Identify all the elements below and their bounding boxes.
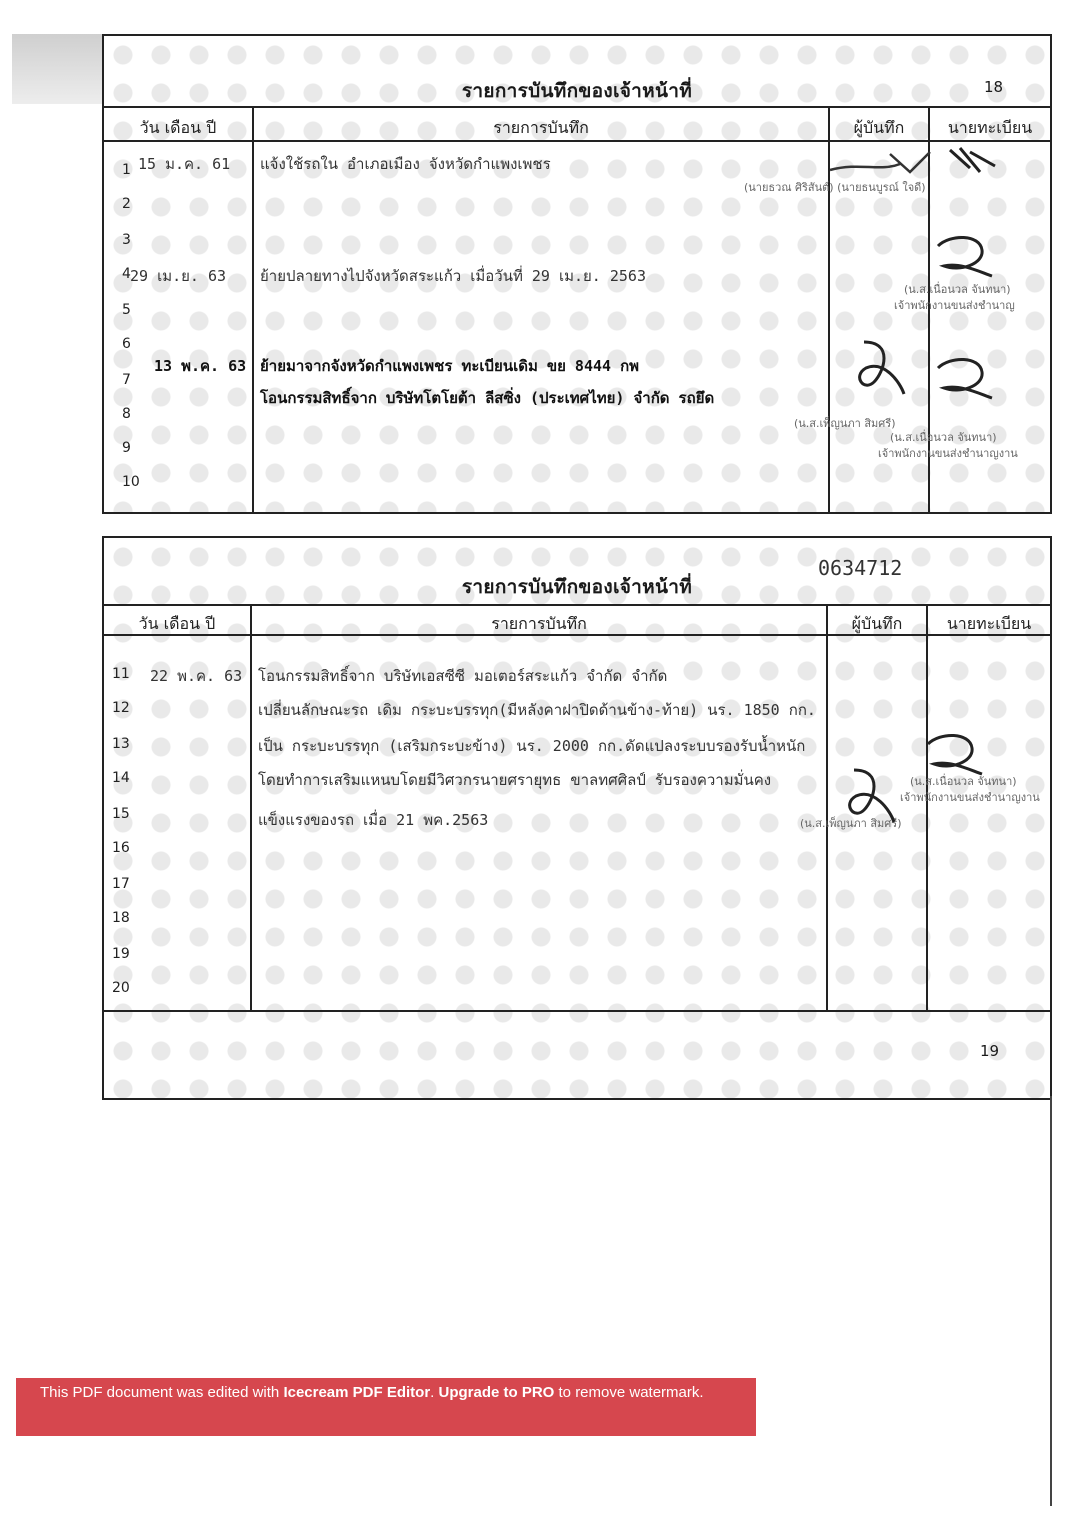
header-registrar: นายทะเบียน bbox=[946, 614, 1032, 633]
signature-icon bbox=[820, 142, 1050, 182]
header-recorder: ผู้บันทึก bbox=[853, 118, 905, 137]
signature-icon bbox=[930, 232, 1000, 280]
official-stamp: (นายธวณ ศิริสันต์) (นายธนบูรณ์ ใจดี) bbox=[744, 181, 926, 194]
official-stamp: เจ้าพนักงานขนส่งชำนาญงาน bbox=[900, 791, 1040, 804]
page-number: 18 bbox=[984, 78, 1004, 96]
header-record: รายการบันทึก bbox=[493, 118, 589, 137]
entry-text: โอนกรรมสิทธิ์จาก บริษัทเอสซีซี มอเตอร์สระแก้ว จำกัด จำกัด bbox=[258, 667, 668, 685]
scan-edge bbox=[102, 1096, 1052, 1506]
row-number: 1 bbox=[122, 162, 131, 178]
card-title: รายการบันทึกของเจ้าหน้าที่ bbox=[461, 576, 693, 598]
row-number: 5 bbox=[122, 302, 131, 318]
entry-text: โดยทำการเสริมแหนบโดยมีวิศวกรนายศรายุทธ ขาลทศศิลป์ รับรองความมั่นคง bbox=[258, 771, 772, 789]
row-number: 2 bbox=[122, 196, 131, 212]
entry-text: โอนกรรมสิทธิ์จาก บริษัทโตโยต้า ลีสซิ่ง (ประเทศไทย) จำกัด รถยึด bbox=[260, 389, 715, 407]
watermark-banner[interactable] bbox=[16, 1378, 756, 1436]
header-record: รายการบันทึก bbox=[491, 614, 587, 633]
signature-icon bbox=[844, 332, 914, 402]
entry-date: 13 พ.ค. 63 bbox=[154, 357, 247, 375]
entry-text: แข็งแรงของรถ เมื่อ 21 พค.2563 bbox=[258, 811, 489, 829]
header-date: วัน เดือน ปี bbox=[139, 118, 217, 137]
row-number: 15 bbox=[112, 806, 130, 822]
row-number: 18 bbox=[112, 910, 130, 926]
official-stamp: (น.ส.เพ็ญนภา สิมศรี) bbox=[794, 417, 896, 430]
row-number: 12 bbox=[112, 700, 130, 716]
upgrade-link[interactable]: Upgrade to PRO bbox=[438, 1384, 555, 1401]
row-number: 13 bbox=[112, 736, 130, 752]
header-registrar: นายทะเบียน bbox=[947, 118, 1033, 137]
row-number: 11 bbox=[112, 666, 130, 682]
row-number: 17 bbox=[112, 876, 130, 892]
watermark-suffix: to remove watermark. bbox=[554, 1384, 704, 1401]
entry-text: ย้ายมาจากจังหวัดกำแพงเพชร ทะเบียนเดิม ขย 8444 กพ bbox=[260, 357, 640, 375]
row-number: 14 bbox=[112, 770, 130, 786]
entry-text: เปลี่ยนลักษณะรถ เดิม กระบะบรรทุก(มีหลังคาฝาปิดด้านข้าง-ท้าย) นร. 1850 กก. bbox=[258, 701, 816, 719]
row-number: 9 bbox=[122, 440, 131, 456]
official-stamp: (น.ส.เนื่อนวล จันทนา) bbox=[910, 775, 1017, 788]
official-stamp: (น.ส.เพ็ญนภา สิมศรี) bbox=[800, 817, 902, 830]
record-card-bottom bbox=[102, 536, 1052, 1100]
row-number: 19 bbox=[112, 946, 130, 962]
row-number: 4 bbox=[122, 266, 131, 282]
entry-date: 29 เม.ย. 63 bbox=[130, 267, 227, 285]
row-number: 3 bbox=[122, 232, 131, 248]
entry-date: 15 ม.ค. 61 bbox=[138, 155, 231, 173]
official-stamp: เจ้าพนักงานขนส่งชำนาญงาน bbox=[878, 447, 1018, 460]
row-number: 7 bbox=[122, 372, 131, 388]
row-number: 16 bbox=[112, 840, 130, 856]
card-title: รายการบันทึกของเจ้าหน้าที่ bbox=[461, 80, 693, 102]
header-date: วัน เดือน ปี bbox=[138, 614, 216, 633]
entry-date: 22 พ.ค. 63 bbox=[150, 667, 243, 685]
signature-icon bbox=[834, 760, 904, 830]
serial-number: 0634712 bbox=[818, 556, 903, 580]
row-number: 8 bbox=[122, 406, 131, 422]
record-card-top bbox=[102, 34, 1052, 514]
entry-text: แจ้งใช้รถใน อำเภอเมือง จังหวัดกำแพงเพชร bbox=[260, 155, 551, 173]
row-number: 6 bbox=[122, 336, 131, 352]
header-recorder: ผู้บันทึก bbox=[851, 614, 903, 633]
entry-text: เป็น กระบะบรรทุก (เสริมกระบะข้าง) นร. 2000 กก.ดัดแปลงระบบรองรับน้ำหนัก bbox=[258, 737, 806, 755]
official-stamp: (น.ส.เนื่อนวล จันทนา) bbox=[904, 283, 1011, 296]
watermark-prefix: This PDF document was edited with bbox=[40, 1384, 284, 1401]
entry-text: ย้ายปลายทางไปจังหวัดสระแก้ว เมื่อวันที่ 29 เม.ย. 2563 bbox=[260, 267, 646, 285]
scan-shadow bbox=[12, 34, 104, 104]
signature-icon bbox=[920, 730, 990, 778]
row-number: 10 bbox=[122, 474, 140, 490]
watermark-middle: . bbox=[430, 1384, 439, 1401]
watermark-product: Icecream PDF Editor bbox=[283, 1384, 431, 1401]
official-stamp: (น.ส.เนื่อนวล จันทนา) bbox=[890, 431, 997, 444]
page-number: 19 bbox=[980, 1042, 1000, 1060]
official-stamp: เจ้าพนักงานขนส่งชำนาญ bbox=[894, 299, 1015, 312]
signature-icon bbox=[930, 354, 1000, 402]
row-number: 20 bbox=[112, 980, 130, 996]
